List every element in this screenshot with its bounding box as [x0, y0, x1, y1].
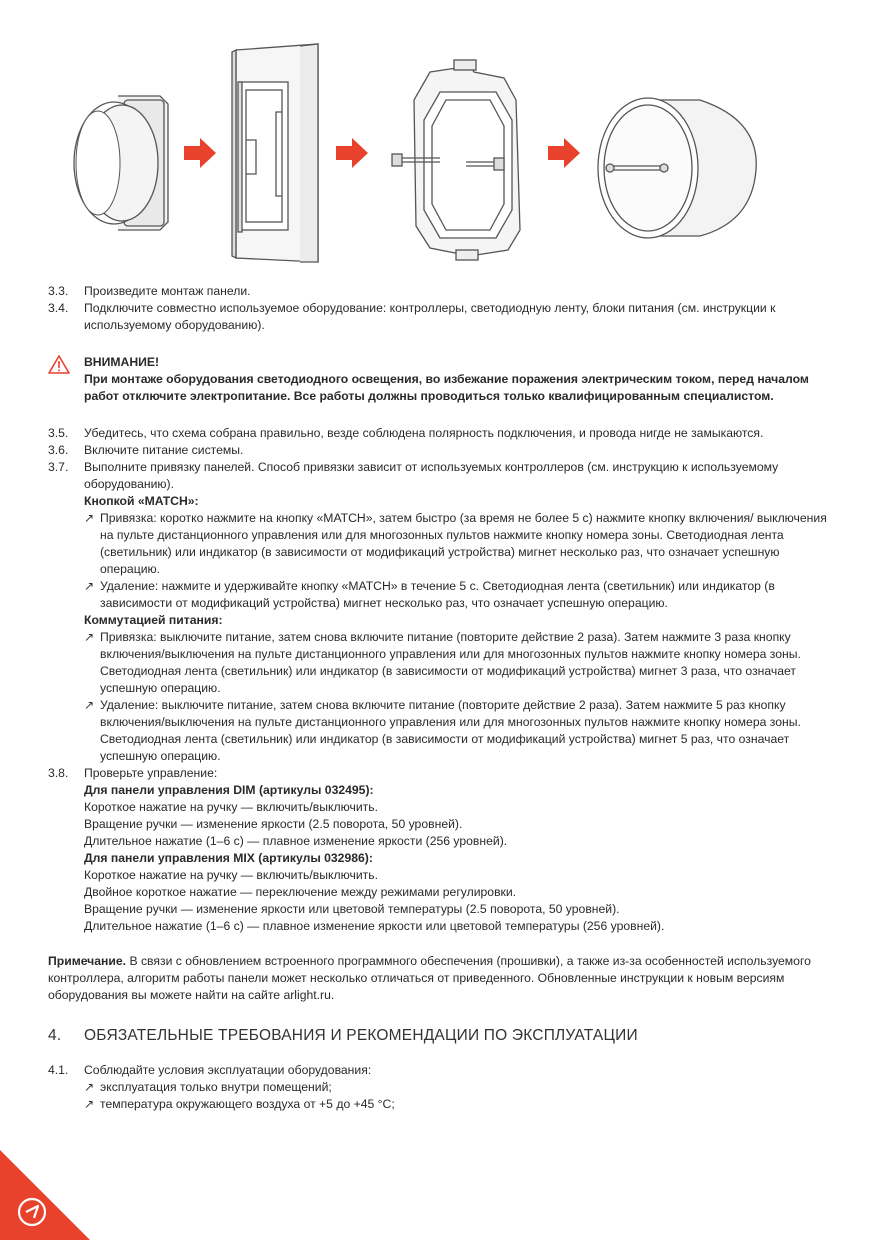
- mix-line: Длительное нажатие (1–6 с) — плавное изменение яркости или цветовой температуры (256 уровней).: [84, 919, 665, 933]
- step-number: 3.6.: [48, 443, 69, 457]
- arrow-1-icon: [184, 138, 216, 168]
- mounting-plate-drawing: [392, 60, 520, 260]
- warning-triangle-icon: [48, 354, 84, 405]
- arrow-3-icon: [548, 138, 580, 168]
- step-number: 3.7.: [48, 460, 69, 474]
- arrow-bullet-icon: ↗: [84, 698, 95, 712]
- warning-block: [48, 354, 838, 405]
- list-item: ↗ эксплуатация только внутри помещений;: [84, 1080, 332, 1094]
- dim-line: Короткое нажатие на ручку — включить/выключить.: [84, 800, 378, 814]
- step-text: Включите питание системы.: [84, 443, 244, 457]
- list-item: ↗ Удаление: выключите питание, затем снова включите питание (повторите действие 2 раза). Затем нажмите 5 раз кнопку включения/выключения на пульте дистанционного управления или для многозонных пультов нажмите кнопку номера зоны. Светодиодная лента (светильник) или индикатор (в зависимости от модификаций устройства) мигнет 5 раз, что означает успешную операцию.: [84, 698, 801, 763]
- match-heading: Кнопкой «MATCH»:: [84, 494, 199, 508]
- arrow-bullet-icon: ↗: [84, 511, 95, 525]
- dim-line: Длительное нажатие (1–6 с) — плавное изменение яркости (256 уровней).: [84, 834, 508, 848]
- step-3-6: [48, 442, 838, 459]
- knob-panel-drawing: [74, 96, 168, 230]
- section-number: 4.: [48, 1027, 62, 1044]
- step-number: 3.4.: [48, 301, 69, 315]
- arrow-bullet-icon: ↗: [84, 1097, 95, 1111]
- arrow-bullet-icon: ↗: [84, 579, 95, 593]
- step-text: Выполните привязку панелей. Способ привязки зависит от используемых контроллеров (см. инструкцию к используемому оборудованию).: [84, 460, 779, 491]
- step-number: 3.3.: [48, 284, 69, 298]
- note-label: Примечание.: [48, 954, 127, 968]
- note-paragraph: [48, 953, 838, 1004]
- mix-line: Короткое нажатие на ручку — включить/выключить.: [84, 868, 378, 882]
- step-4-1: [48, 1062, 838, 1079]
- step-3-3: [48, 283, 838, 300]
- step-3-4: [48, 300, 838, 334]
- step-number: 3.8.: [48, 766, 69, 780]
- step-text: Соблюдайте условия эксплуатации оборудования:: [84, 1063, 372, 1077]
- step-number: 3.5.: [48, 426, 69, 440]
- list-item: ↗ температура окружающего воздуха от +5 до +45 °С;: [84, 1097, 395, 1111]
- list-item: ↗ Привязка: коротко нажмите на кнопку «MATCH», затем быстро (за время не более 5 с) нажмите кнопку включения/ выключения на пульте дистанционного управления или для многозонных пультов нажмите кнопку номера зоны. Светодиодная лента (светильник) или индикатор (в зависимости от модификаций устройства) мигнет несколько раз, что означает успешную операцию.: [84, 511, 827, 576]
- mix-line: Вращение ручки — изменение яркости или цветовой температуры (2.5 поворота, 50 уровней).: [84, 902, 620, 916]
- installation-illustration: [0, 0, 874, 280]
- mix-heading: Для панели управления MIX (артикулы 032986):: [84, 851, 373, 865]
- warning-text: При монтаже оборудования светодиодного освещения, во избежание поражения электрическим током, перед началом работ отключите электропитание. Все работы должны проводиться только квалифицированным специалистом.: [84, 372, 809, 403]
- document-body: [48, 283, 838, 1113]
- arrow-bullet-icon: ↗: [84, 1080, 95, 1094]
- section-4-heading: [48, 1026, 838, 1046]
- power-heading: Коммутацией питания:: [84, 613, 223, 627]
- brand-corner-logo: [0, 1150, 90, 1240]
- list-item: ↗ Привязка: выключите питание, затем снова включите питание (повторите действие 2 раза). Затем нажмите 3 раза кнопку включения/выключения на пульте дистанционного управления или для многозонных пультов нажмите кнопку номера зоны. Светодиодная лента (светильник) или индикатор (в зависимости от модификаций устройства) мигнет 3 раза, что означает успешную операцию.: [84, 630, 801, 695]
- arrow-bullet-icon: ↗: [84, 630, 95, 644]
- frame-drawing: [232, 44, 318, 262]
- dim-line: Вращение ручки — изменение яркости (2.5 поворота, 50 уровней).: [84, 817, 463, 831]
- step-text: Подключите совместно используемое оборудование: контроллеры, светодиодную ленту, блоки питания (см. инструкции к используемому оборудованию).: [84, 301, 776, 332]
- step-text: Проверьте управление:: [84, 766, 218, 780]
- step-number: 4.1.: [48, 1063, 69, 1077]
- note-text: В связи с обновлением встроенного программного обеспечения (прошивки), а также из-за особенностей используемого контроллера, алгоритм работы панели может несколько отличаться от приведенного. Обновленные инструкции к новым версиям оборудования вы можете найти на сайте arlight.ru.: [48, 954, 811, 1002]
- section-title: ОБЯЗАТЕЛЬНЫЕ ТРЕБОВАНИЯ И РЕКОМЕНДАЦИИ ПО ЭКСПЛУАТАЦИИ: [84, 1027, 638, 1044]
- step-3-8: [48, 765, 838, 782]
- mix-line: Двойное короткое нажатие — переключение между режимами регулировки.: [84, 885, 517, 899]
- arrow-2-icon: [336, 138, 368, 168]
- step-3-7: [48, 459, 838, 493]
- step-text: Произведите монтаж панели.: [84, 284, 251, 298]
- warning-title: ВНИМАНИЕ!: [84, 355, 160, 369]
- step-3-5: [48, 425, 838, 442]
- mounting-box-drawing: [598, 98, 756, 238]
- dim-heading: Для панели управления DIM (артикулы 032495):: [84, 783, 374, 797]
- list-item: ↗ Удаление: нажмите и удерживайте кнопку «MATCH» в течение 5 с. Светодиодная лента (светильник) или индикатор (в зависимости от модификаций устройства) мигнет несколько раз, что означает успешную операцию.: [84, 579, 775, 610]
- step-text: Убедитесь, что схема собрана правильно, везде соблюдена полярность подключения, и провода нигде не замыкаются.: [84, 426, 764, 440]
